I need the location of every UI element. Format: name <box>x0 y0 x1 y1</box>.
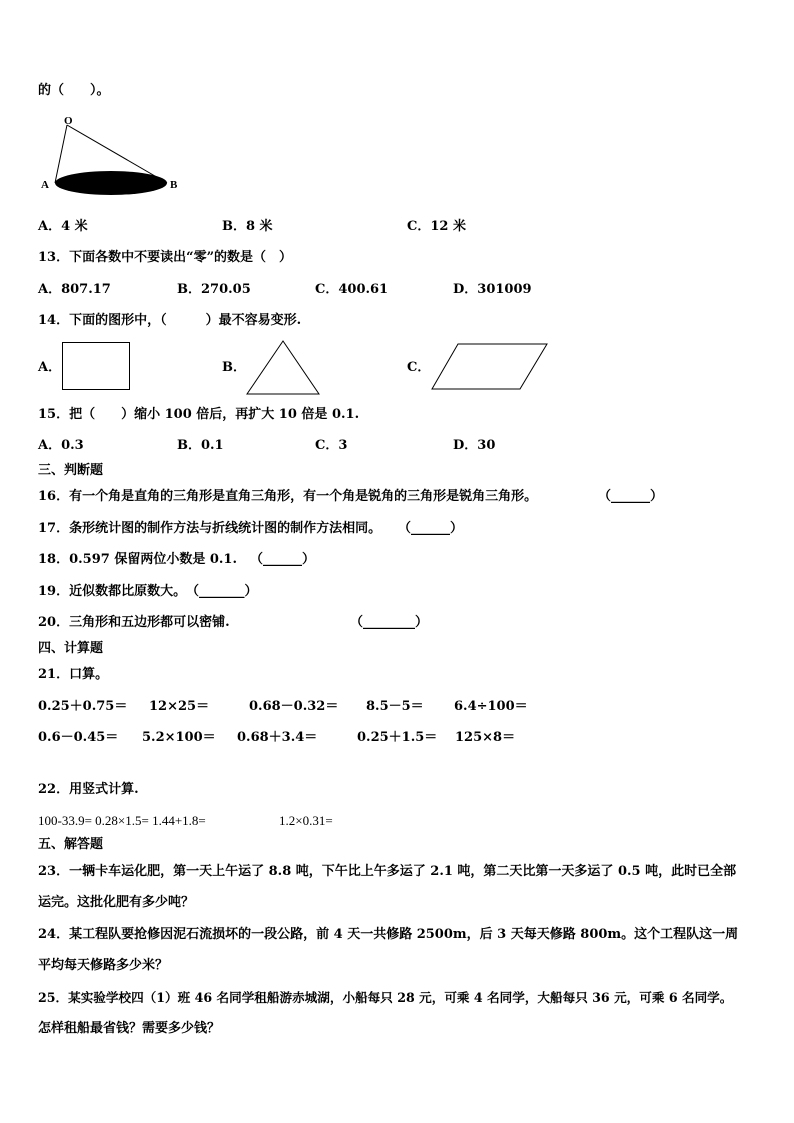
apex-label-o: O <box>64 115 73 127</box>
q25-line2: 怎样租船最省钱？需要多少钱？ <box>38 1021 221 1036</box>
q15-stem: 15．把（ ）缩小 100 倍后，再扩大 10 倍是 0.1. <box>38 407 360 422</box>
q12-stem-tail: 的（ ）。 <box>38 83 110 98</box>
q15-option-c[interactable]: C．3 <box>315 438 348 453</box>
q12-option-c[interactable]: C．12 米 <box>407 219 466 234</box>
q12-option-a[interactable]: A．4 米 <box>38 219 88 234</box>
oral-calc-item: 0.25＋0.75＝ <box>38 699 128 714</box>
q13-option-b[interactable]: B．270.05 <box>177 282 251 297</box>
section-heading-calc: 四、计算题 <box>38 641 104 656</box>
q14-stem: 14．下面的图形中，（ ）最不容易变形. <box>38 313 302 328</box>
rectangle-icon <box>62 342 132 392</box>
judge-blank-19[interactable]: （_______） <box>186 584 258 599</box>
judge-blank-18[interactable]: （______） <box>250 552 316 567</box>
cone-figure <box>38 115 218 195</box>
q14-option-a[interactable]: A． <box>38 360 62 375</box>
judge-blank-16[interactable]: （______） <box>598 489 664 504</box>
q14-option-b[interactable]: B． <box>222 360 246 375</box>
judge-item-19: 19．近似数都比原数大。 <box>38 584 187 599</box>
q13-option-d[interactable]: D．301009 <box>453 282 532 297</box>
q13-stem: 13．下面各数中不要读出“零”的数是（ ） <box>38 250 293 265</box>
q14-option-c[interactable]: C． <box>407 360 431 375</box>
q15-option-d[interactable]: D．30 <box>453 438 496 453</box>
triangle-icon <box>246 340 322 396</box>
q25-line1: 25．某实验学校四（1）班 46 名同学租船游赤城湖，小船每只 28 元，可乘 4 名同学，大船每只 36 元，可乘 6 名同学。 <box>38 990 733 1005</box>
oral-calc-item: 12×25＝ <box>149 699 210 714</box>
q15-option-b[interactable]: B．0.1 <box>177 438 224 453</box>
oral-calc-item: 8.5－5＝ <box>366 699 424 714</box>
vertical-calc-item: 1.2×0.31= <box>279 813 333 828</box>
judge-item-20: 20．三角形和五边形都可以密铺. <box>38 615 230 630</box>
judge-blank-17[interactable]: （______） <box>398 521 464 536</box>
oral-calc-item: 0.68－0.32＝ <box>249 699 339 714</box>
judge-item-18: 18．0.597 保留两位小数是 0.1. <box>38 552 237 567</box>
section-heading-answer: 五、解答题 <box>38 837 104 852</box>
q23-line1: 23．一辆卡车运化肥，第一天上午运了 8.8 吨，下午比上午多运了 2.1 吨，第二天比第一天多运了 0.5 吨，此时已全部 <box>38 864 737 879</box>
oral-calc-item: 6.4÷100＝ <box>454 699 528 714</box>
parallelogram-icon <box>431 343 551 393</box>
oral-calc-item: 125×8＝ <box>455 730 516 745</box>
q15-option-a[interactable]: A．0.3 <box>38 438 84 453</box>
oral-calc-item: 5.2×100＝ <box>142 730 216 745</box>
oral-calc-item: 0.6－0.45＝ <box>38 730 119 745</box>
q22-stem: 22．用竖式计算. <box>38 782 139 797</box>
q12-option-b[interactable]: B．8 米 <box>222 219 273 234</box>
q23-line2: 运完。这批化肥有多少吨？ <box>38 895 195 910</box>
oral-calc-item: 0.68＋3.4＝ <box>237 730 318 745</box>
q24-line2: 平均每天修路多少米？ <box>38 958 169 973</box>
q21-stem: 21．口算。 <box>38 667 109 682</box>
judge-item-17: 17．条形统计图的制作方法与折线统计图的制作方法相同。 <box>38 521 382 536</box>
q13-option-a[interactable]: A．807.17 <box>38 282 111 297</box>
point-label-a: A <box>41 179 49 191</box>
q13-option-c[interactable]: C．400.61 <box>315 282 389 297</box>
q24-line1: 24．某工程队要抢修因泥石流损坏的一段公路，前 4 天一共修路 2500m，后 3 天每天修路 800m。这个工程队这一周 <box>38 927 739 942</box>
judge-blank-20[interactable]: （________） <box>350 615 429 630</box>
section-heading-judge: 三、判断题 <box>38 463 104 478</box>
point-label-b: B <box>170 179 178 191</box>
oral-calc-item: 0.25＋1.5＝ <box>357 730 438 745</box>
judge-item-16: 16．有一个角是直角的三角形是直角三角形，有一个角是锐角的三角形是锐角三角形。 <box>38 489 538 504</box>
vertical-calc-line: 100-33.9= 0.28×1.5= 1.44+1.8= <box>38 813 206 828</box>
